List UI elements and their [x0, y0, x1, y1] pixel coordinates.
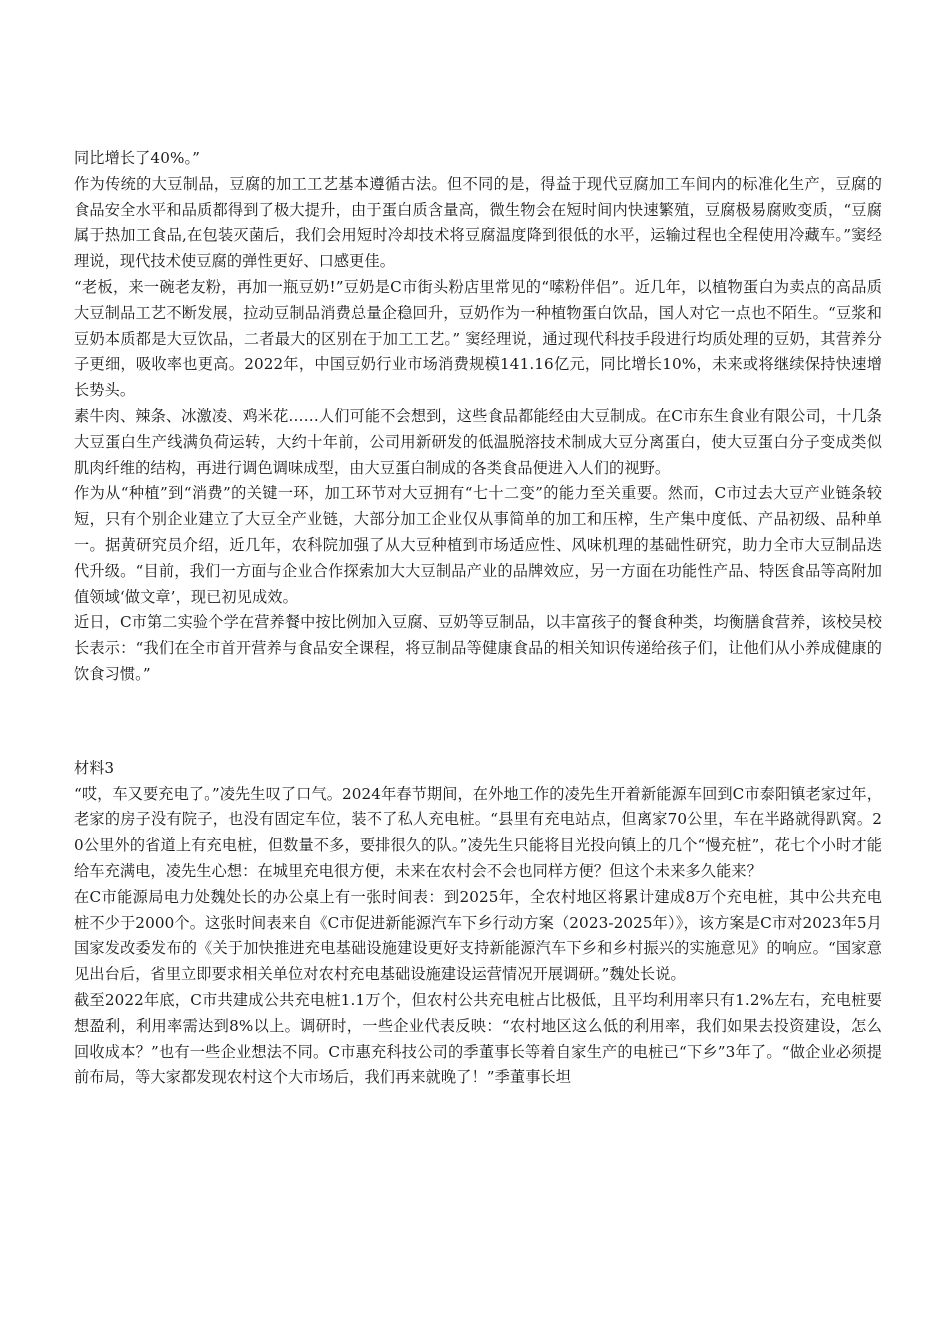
- paragraph: 在C市能源局电力处魏处长的办公桌上有一张时间表：到2025年，全农村地区将累计建成8万个充电桩，其中公共充电桩不少于2000个。这张时间表来自《C市促进新能源汽车下乡行动方案（2023-2025年）》，该方案是C市对2023年5月国家发改委发布的《关于加快推进充电基础设施建设更好支持新能源汽车下乡和乡村振兴的实施意见》的响应。“国家意见出台后，省里立即要求相关单位对农村充电基础设施建设运营情况开展调研。”魏处长说。: [74, 887, 882, 984]
- section-title: 材料3: [74, 758, 115, 777]
- paragraph: “老板，来一碗老友粉，再加一瓶豆奶!”豆奶是C市街头粉店里常见的“嗦粉伴侣”。近几年，以植物蛋白为卖点的高品质大豆制品工艺不断发展，拉动豆制品消费总量企稳回升，豆奶作为一种植物蛋白饮品，国人对它一点也不陌生。“豆浆和豆奶本质都是大豆饮品，二者最大的区别在于加工工艺。” 窦经理说，通过现代科技手段进行均质处理的豆奶，其营养分子更细，吸收率也更高。2022年，中国豆奶行业市场消费规模141.16亿元，同比增长10%，未来或将继续保持快速增长势头。: [74, 277, 882, 400]
- paragraph: 作为传统的大豆制品，豆腐的加工工艺基本遵循古法。但不同的是，得益于现代豆腐加工车间内的标准化生产，豆腐的食品安全水平和品质都得到了极大提升，由于蛋白质含量高，微生物会在短时间内快速繁殖，豆腐极易腐败变质，“豆腐属于热加工食品,在包装灭菌后，我们会用短时冷却技术将豆腐温度降到很低的水平，运输过程也全程使用冷藏车。”窦经理说，现代技术使豆腐的弹性更好、口感更佳。: [74, 174, 882, 271]
- paragraph: 近日，C市第二实验个学在营养餐中按比例加入豆腐、豆奶等豆制品，以丰富孩子的餐食种类，均衡膳食营养，该校吴校长表示：“我们在全市首开营养与食品安全课程，将豆制品等健康食品的相关知识传递给孩子们，让他们从小养成健康的饮食习惯。”: [74, 613, 882, 683]
- paragraph: “哎，车又要充电了。”凌先生叹了口气。2024年春节期间，在外地工作的凌先生开着新能源车回到C市泰阳镇老家过年，老家的房子没有院子，也没有固定车位，装不了私人充电桩。“县里有充电站点，但离家70公里，车在半路就得趴窝。20公里外的省道上有充电桩，但数量不多，要排很久的队。”凌先生只能将目光投向镇上的几个“慢充桩”，花七个小时才能给车充满电，凌先生心想：在城里充电很方便，未来在农村会不会也同样方便？但这个未来多久能来？: [74, 784, 882, 880]
- paragraph: 作为从“种植”到“消费”的关键一环，加工环节对大豆拥有“七十二变”的能力至关重要。然而，C市过去大豆产业链条较短，只有个别企业建立了大豆全产业链，大部分加工企业仅从事简单的加工和压榨，生产集中度低、产品初级、品种单一。据黄研究员介绍，近几年，农科院加强了从大豆种植到市场适应性、风味机理的基础性研究，助力全市大豆制品迭代升级。“目前，我们一方面与企业合作探索加大大豆制品产业的品牌效应，另一方面在功能性产品、特医食品等高附加值领域‘做文章’，现已初见成效。: [74, 484, 882, 606]
- paragraph: 同比增长了40%。”: [74, 149, 201, 167]
- paragraph: 截至2022年底，C市共建成公共充电桩1.1万个，但农村公共充电桩占比极低，且平均利用率只有1.2%左右，充电桩要想盈利，利用率需达到8%以上。调研时，一些企业代表反映：“农村地区这么低的利用率，我们如果去投资建设，怎么回收成本？”也有一些企业想法不同。C市惠充科技公司的季董事长等着自家生产的电桩已“下乡”3年了。“做企业必须提前布局，等大家都发现农村这个大市场后，我们再来就晚了！”季董事长坦: [74, 990, 882, 1087]
- document-page: [74, 146, 882, 1091]
- section-spacer: [74, 688, 882, 756]
- paragraph: 素牛肉、辣条、冰激凌、鸡米花……人们可能不会想到，这些食品都能经由大豆制成。在C市东生食业有限公司，十几条大豆蛋白生产线满负荷运转，大约十年前，公司用新研发的低温脱溶技术制成大豆分离蛋白，使大豆蛋白分子变成类似肌肉纤维的结构，再进行调色调味成型，由大豆蛋白制成的各类食品便进入人们的视野。: [74, 406, 882, 477]
